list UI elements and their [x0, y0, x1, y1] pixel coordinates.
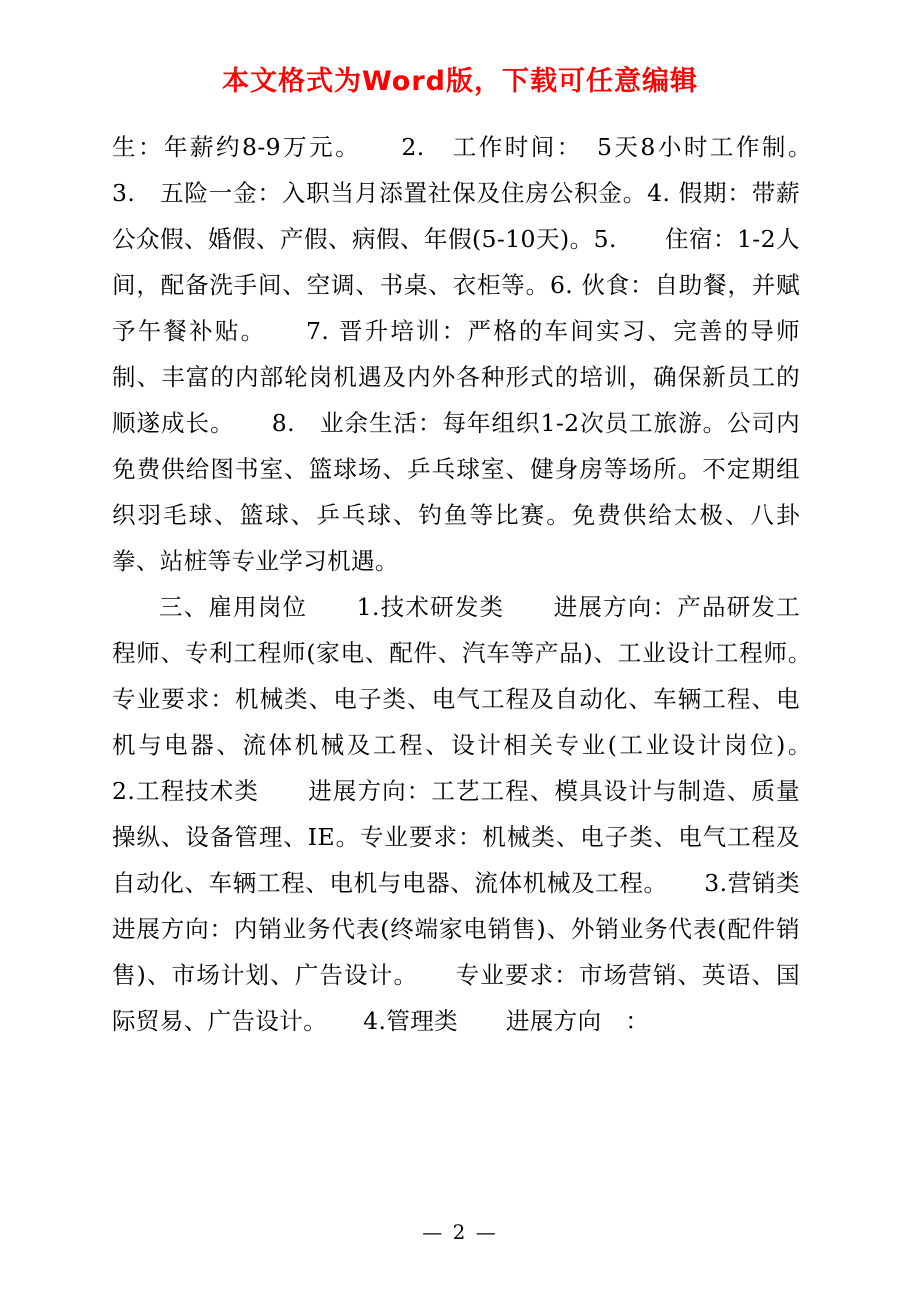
watermark-banner: 本文格式为Word版，下载可任意编辑 [221, 66, 698, 97]
paragraph-benefits: 生：年薪约8-9万元。 2. 工作时间： 5天8小时工作制。 3. 五险一金：入职当月添置社保及住房公积金。4. 假期：带薪公众假、婚假、产假、病假、年假(5-10天)。5. 住宿：1-2人间，配备洗手间、空调、书桌、衣柜等。6. 伙食：自助餐，并赋予午餐补贴。 7. 晋升培训：严格的车间实习、完善的导师制、丰富的内部轮岗机遇及内外各种形式的培训，确保新员工的顺遂成长。 8. 业余生活：每年组织1-2次员工旅游。公司内免费供给图书室、篮球场、乒乓球室、健身房等场所。不定期组织羽毛球、篮球、乒乓球、钓鱼等比赛。免费供给太极、八卦拳、站桩等专业学习机遇。 [112, 133, 848, 576]
page-number: — 2 — [422, 1220, 498, 1244]
paragraph-positions: 三、雇用岗位 1.技术研发类 进展方向：产品研发工程师、专利工程师(家电、配件、汽车等产品)、工业设计工程师。 专业要求：机械类、电子类、电气工程及自动化、车辆工程、电机与电器、流体机械及工程、设计相关专业(工业设计岗位)。 2.工程技术类 进展方向：工艺工程、模具设计与制造、质量操纵、设备管理、IE。专业要求：机械类、电子类、电气工程及自动化、车辆工程、电机与电器、流体机械及工程。 3.营销类 进展方向：内销业务代表(终端家电销售)、外销业务代表(配件销售)、市场计划、广告设计。 专业要求：市场营销、英语、国际贸易、广告设计。 4.管理类 进展方向 ： [112, 593, 848, 1036]
document-body [0, 124, 920, 1044]
